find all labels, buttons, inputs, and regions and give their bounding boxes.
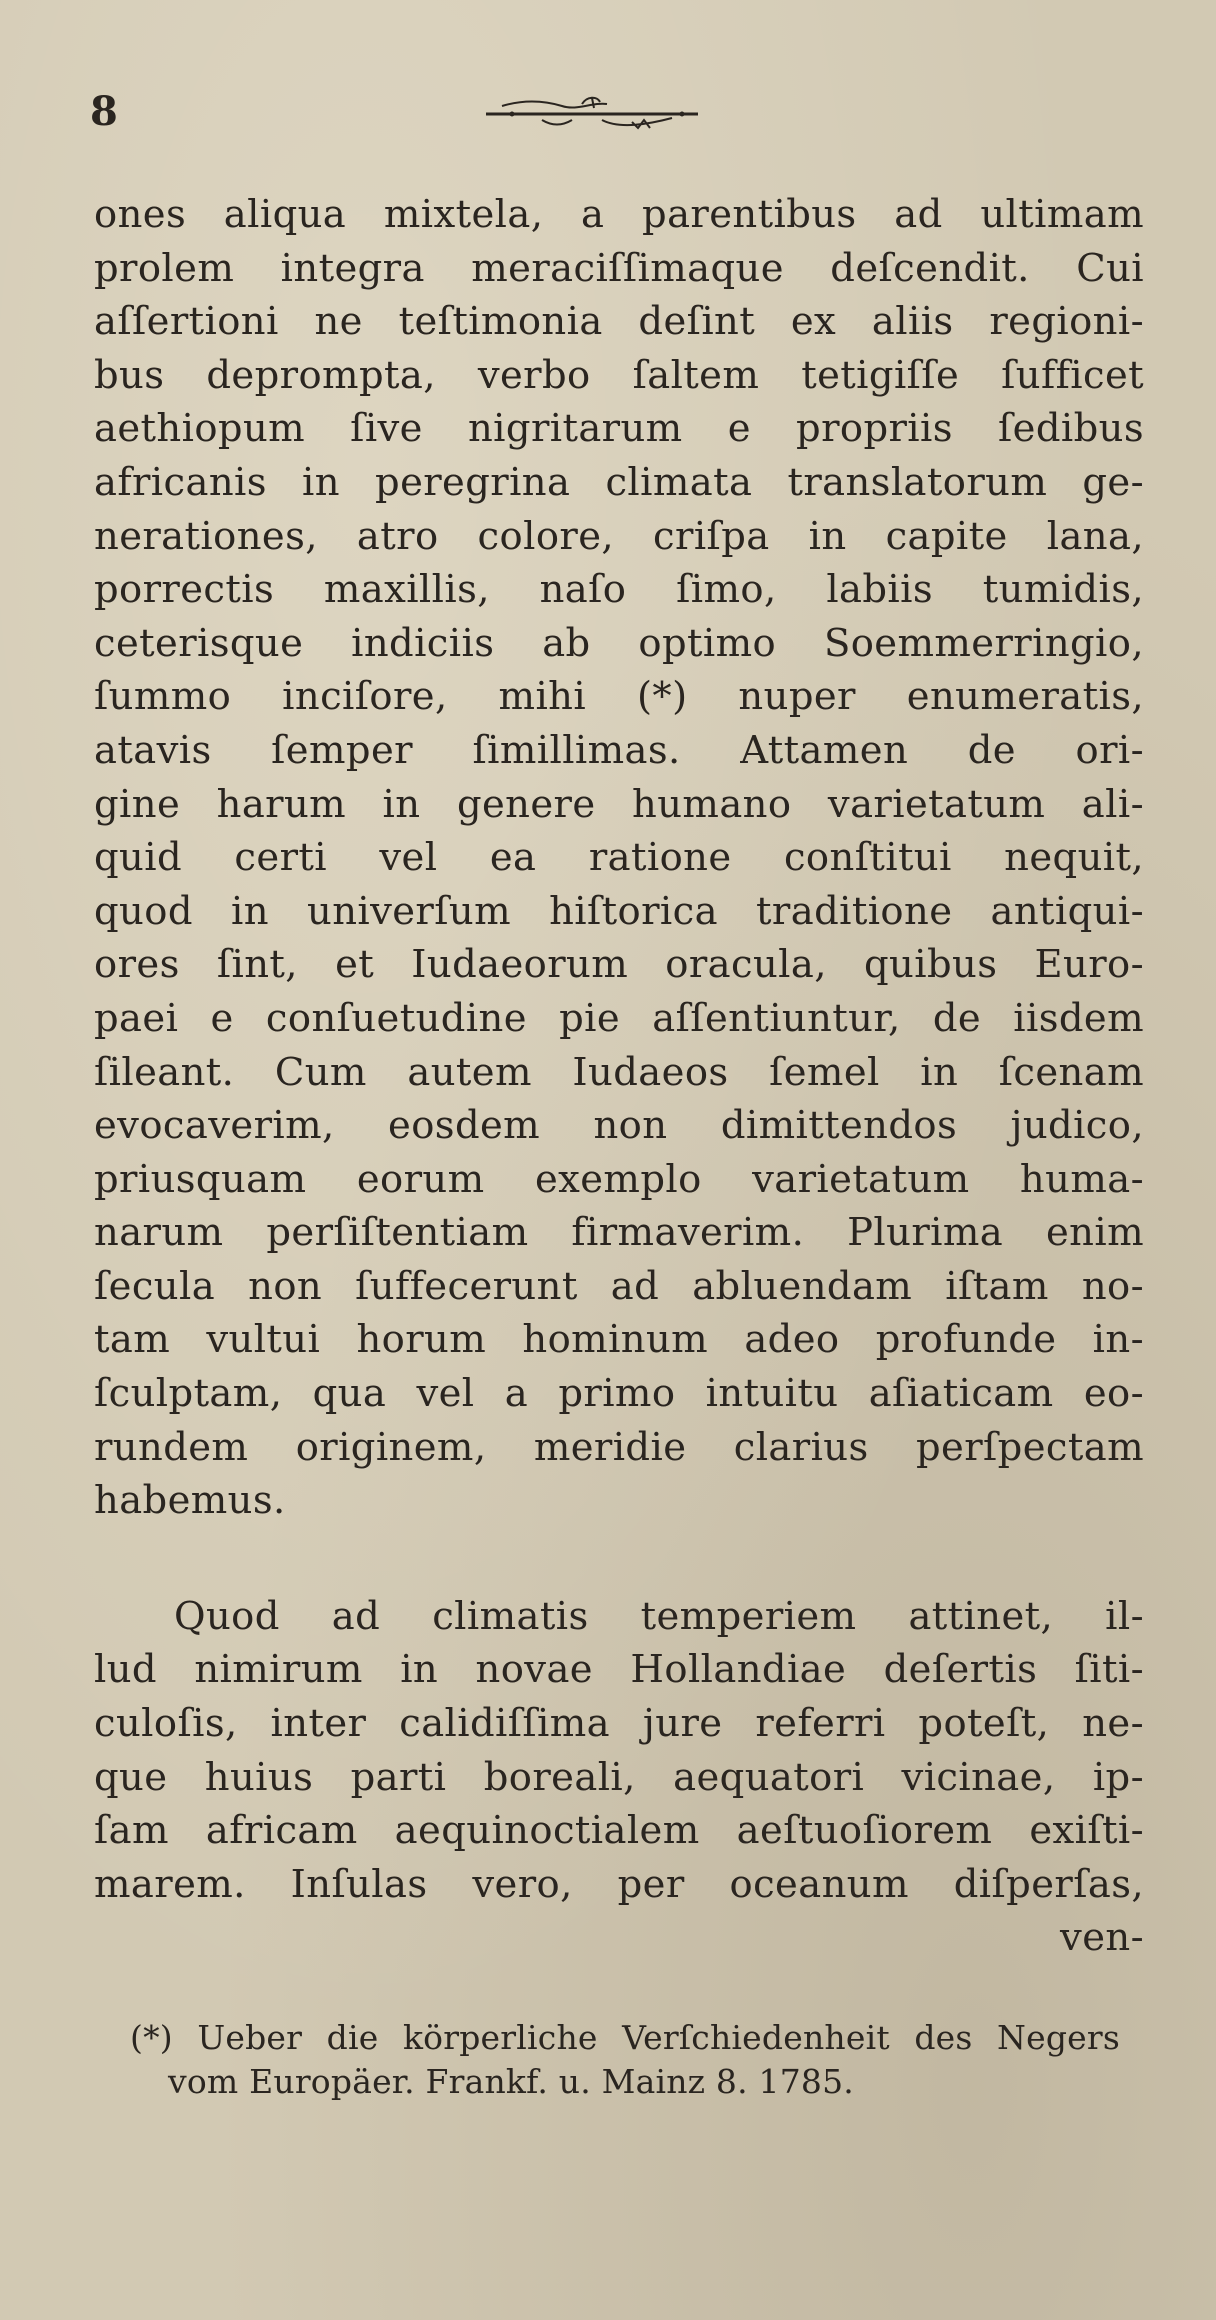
text-line: Quod ad climatis temperiem attinet, il-: [174, 1593, 1144, 1639]
footnote-line: (*) Ueber die körperliche Verſchiedenheit des Negers: [130, 2018, 1120, 2057]
text-line: ſam africam aequinoctialem aeſtuoſiorem exiſti-: [94, 1808, 1144, 1854]
text-line: tam vultui horum hominum adeo profunde in-: [94, 1317, 1144, 1363]
text-line: prolem integra meraciſſimaque deſcendit. Cui: [94, 245, 1144, 291]
page-number: 8: [90, 88, 118, 135]
text-line: ſecula non ſuffecerunt ad abluendam iſtam no-: [94, 1263, 1144, 1309]
text-line: ceterisque indiciis ab optimo Soemmerringio,: [94, 620, 1144, 666]
text-line: marem. Inſulas vero, per oceanum diſperſas,: [94, 1861, 1144, 1907]
text-line: priusquam eorum exemplo varietatum huma-: [94, 1156, 1144, 1202]
text-line: ones aliqua mixtela, a parentibus ad ultimam: [94, 192, 1144, 237]
text-line: culoſis, inter calidiſſima jure referri poteſt, ne-: [94, 1701, 1144, 1747]
text-line: ſummo inciſore, mihi (*) nuper enumeratis,: [94, 674, 1144, 720]
catchword: ven-: [1060, 1915, 1144, 1961]
text-line: gine harum in genere humano varietatum ali-: [94, 781, 1144, 827]
text-line: nerationes, atro colore, criſpa in capite lana,: [94, 513, 1144, 559]
text-line: lud nimirum in novae Hollandiae deſertis ſiti-: [94, 1647, 1144, 1693]
text-line: quid certi vel ea ratione conſtitui nequit,: [94, 835, 1144, 881]
text-line: ſileant. Cum autem Iudaeos ſemel in ſcenam: [94, 1049, 1144, 1095]
text-line: quod in univerſum hiſtorica traditione antiqui-: [94, 888, 1144, 934]
text-line: evocaverim, eosdem non dimittendos judico,: [94, 1103, 1144, 1149]
text-line: ſculptam, qua vel a primo intuitu aſiaticam eo-: [94, 1371, 1144, 1417]
text-line: rundem originem, meridie clarius perſpectam: [94, 1424, 1144, 1470]
text-line: habemus.: [94, 1478, 286, 1524]
text-line: aſſertioni ne teſtimonia deſint ex aliis regioni-: [94, 299, 1144, 345]
text-line: ores ſint, et Iudaeorum oracula, quibus Euro-: [94, 942, 1144, 988]
text-line: que huius parti boreali, aequatori vicinae, ip-: [94, 1754, 1144, 1800]
text-line: paei e conſuetudine pie aſſentiuntur, de iisdem: [94, 995, 1144, 1041]
text-line: atavis ſemper ſimillimas. Attamen de ori-: [94, 727, 1144, 773]
header-ornament: [482, 92, 702, 132]
text-line: africanis in peregrina climata translatorum ge-: [94, 459, 1144, 505]
main-text: [94, 188, 1144, 1965]
footnote-line: vom Europäer. Frankf. u. Mainz 8. 1785.: [168, 2062, 854, 2101]
footnote: [130, 2016, 1120, 2104]
text-line: bus deprompta, verbo ſaltem tetigiſſe ſufficet: [94, 352, 1144, 398]
text-line: porrectis maxillis, naſo ſimo, labiis tumidis,: [94, 567, 1144, 613]
paragraph-1: [94, 188, 1144, 1528]
text-line: narum perſiſtentiam firmaverim. Plurima enim: [94, 1210, 1144, 1256]
text-line: aethiopum ſive nigritarum e propriis ſedibus: [94, 406, 1144, 452]
paragraph-gap: [94, 1528, 1144, 1590]
paragraph-2: [94, 1590, 1144, 1965]
